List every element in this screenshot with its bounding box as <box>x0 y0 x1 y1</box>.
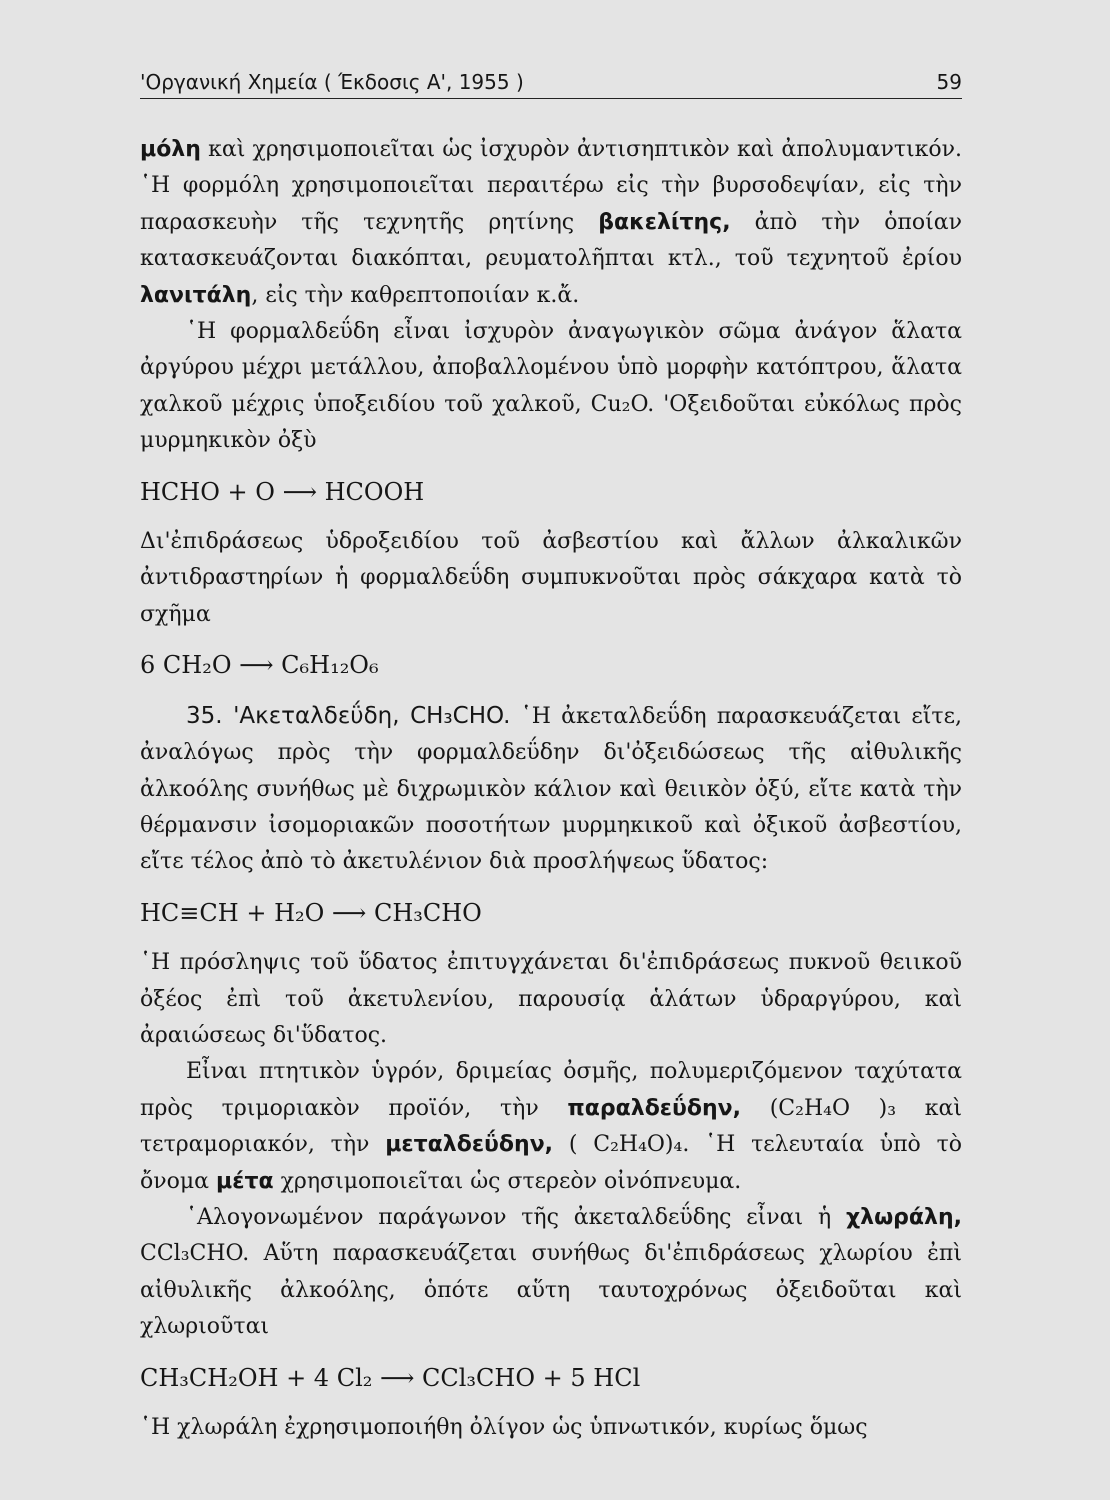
bold-term: βακελίτης, <box>598 209 731 235</box>
paragraph-4: ῾Η πρόσληψις τοῦ ὕδατος ἐπιτυγχάνεται δι'ἐπιδράσεως πυκνοῦ θειικοῦ ὀξέος ἐπὶ τοῦ ἀκετυλενίου, παρουσίᾳ ἁλάτων ὑδραργύρου, καὶ ἀραιώσεως δι'ὕδατος. <box>140 950 962 1048</box>
text-run: CCl₃CHO. Αὕτη παρασκευάζεται συνήθως δι'ἐπιδράσεως χλωρίου ἐπὶ αἰθυλικῆς ἀλκοόλης, ὁπότε αὕτη ταυτοχρόνως ὀξειδοῦται καὶ χλωριοῦται <box>140 1241 962 1340</box>
paragraph-5 <box>140 1054 962 1200</box>
text-run: καὶ χρησιμοποιεῖται ὡς ἰσχυρὸν ἀντισηπτικὸν καὶ ἀπολυμαντικόν. ῾Η φορμόλη χρησιμοποιεῖται περαιτέρω εἰς τὴν βυρσοδεψίαν, εἰς τὴν παρασκευὴν τῆς τεχνητῆς ρητίνης <box>140 137 962 235</box>
bold-term: παραλδεΰδην, <box>567 1095 742 1121</box>
bold-term: μέτα <box>216 1168 274 1194</box>
bold-term: λανιτάλη <box>140 282 252 308</box>
bold-term: μεταλδεΰδην, <box>385 1132 554 1158</box>
equation-3: HC≡CH + H₂O ⟶ CH₃CHO <box>140 898 482 927</box>
equation-4: CH₃CH₂OH + 4 Cl₂ ⟶ CCl₃CHO + 5 HCl <box>140 1363 641 1392</box>
section-heading: 35. 'Ακεταλδεΰδη, CH₃CHO. <box>186 702 511 729</box>
text-run: χρησιμοποιεῖται ὡς στερεὸν οἰνόπνευμα. <box>273 1168 742 1194</box>
bold-term: μόλη <box>140 137 201 162</box>
text-run: , εἰς τὴν καθρεπτοποιίαν κ.ἄ. <box>251 282 580 308</box>
section-35 <box>140 698 962 881</box>
paragraph-1 <box>140 132 962 314</box>
bold-term: χλωράλη, <box>845 1204 962 1230</box>
paragraph-3: Δι'ἐπιδράσεως ὑδροξειδίου τοῦ ἀσβεστίου καὶ ἄλλων ἀλκαλικῶν ἀντιδραστηρίων ἡ φορμαλδεΰδη συμπυκνοῦται πρὸς σάκχαρα κατὰ τὸ σχῆμα <box>140 529 962 627</box>
paragraph-2: ῾Η φορμαλδεΰδη εἶναι ἰσχυρὸν ἀναγωγικὸν σῶμα ἀνάγον ἅλατα ἀργύρου μέχρι μετάλλου, ἀποβαλλομένου ὑπὸ μορφὴν κατόπτρου, ἅλατα χαλκοῦ μέχρις ὑποξειδίου τοῦ χαλκοῦ, Cu₂O. 'Οξειδοῦται εὐκόλως πρὸς μυρμηκικὸν ὀξὺ <box>140 319 962 454</box>
text-run: (C₂H₄O )₃ καὶ τετραμοριακόν, τὴν <box>140 1095 963 1158</box>
equation-2: 6 CH₂O ⟶ C₆H₁₂O₆ <box>140 651 379 680</box>
paragraph-7: ῾Η χλωράλη ἐχρησιμοποιήθη ὀλίγον ὡς ὑπνωτικόν, κυρίως ὅμως <box>140 1415 868 1440</box>
text-run: ῾Η ἀκεταλδεΰδη παρασκευάζεται εἴτε, ἀναλόγως πρὸς τὴν φορμαλδεΰδην δι'ὀξειδώσεως τῆς αἰθυλικῆς ἀλκοόλης συνήθως μὲ διχρωμικὸν κάλιον καὶ θειικὸν ὀξύ, εἴτε κατὰ τὴν θέρμανσιν ἰσομοριακῶν ποσοτήτων μυρμηκικοῦ καὶ ὀξικοῦ ἀσβεστίου, εἴτε τέλος ἀπὸ τὸ ἀκετυλένιον διὰ προσλήψεως ὕδατος: <box>140 703 962 875</box>
text-run: ( C₂H₄O)₄. ῾Η τελευταία ὑπὸ τὸ ὄνομα <box>140 1132 963 1194</box>
paragraph-6 <box>140 1200 962 1346</box>
text-run: ῾Αλογονωμένον παράγωνον τῆς ἀκεταλδεΰδης εἶναι ἡ <box>186 1204 846 1230</box>
text-run: Εἶναι πτητικὸν ὑγρόν, δριμείας ὀσμῆς, πολυμεριζόμενον ταχύτατα πρὸς τριμοριακὸν προϊόν, τὴν <box>140 1059 962 1121</box>
running-header <box>140 68 962 99</box>
page-body <box>140 132 962 1446</box>
text-run: ἀπὸ τὴν ὁποίαν κατασκευάζονται διακόπται, ρευματολῆπται κτλ., τοῦ τεχνητοῦ ἐρίου <box>140 209 962 272</box>
header-title: 'Οργανική Χημεία ( Έκδοσις Α', 1955 ) <box>140 70 524 94</box>
equation-1: HCHO + O ⟶ HCOOH <box>140 477 425 506</box>
page-number: 59 <box>936 70 962 94</box>
